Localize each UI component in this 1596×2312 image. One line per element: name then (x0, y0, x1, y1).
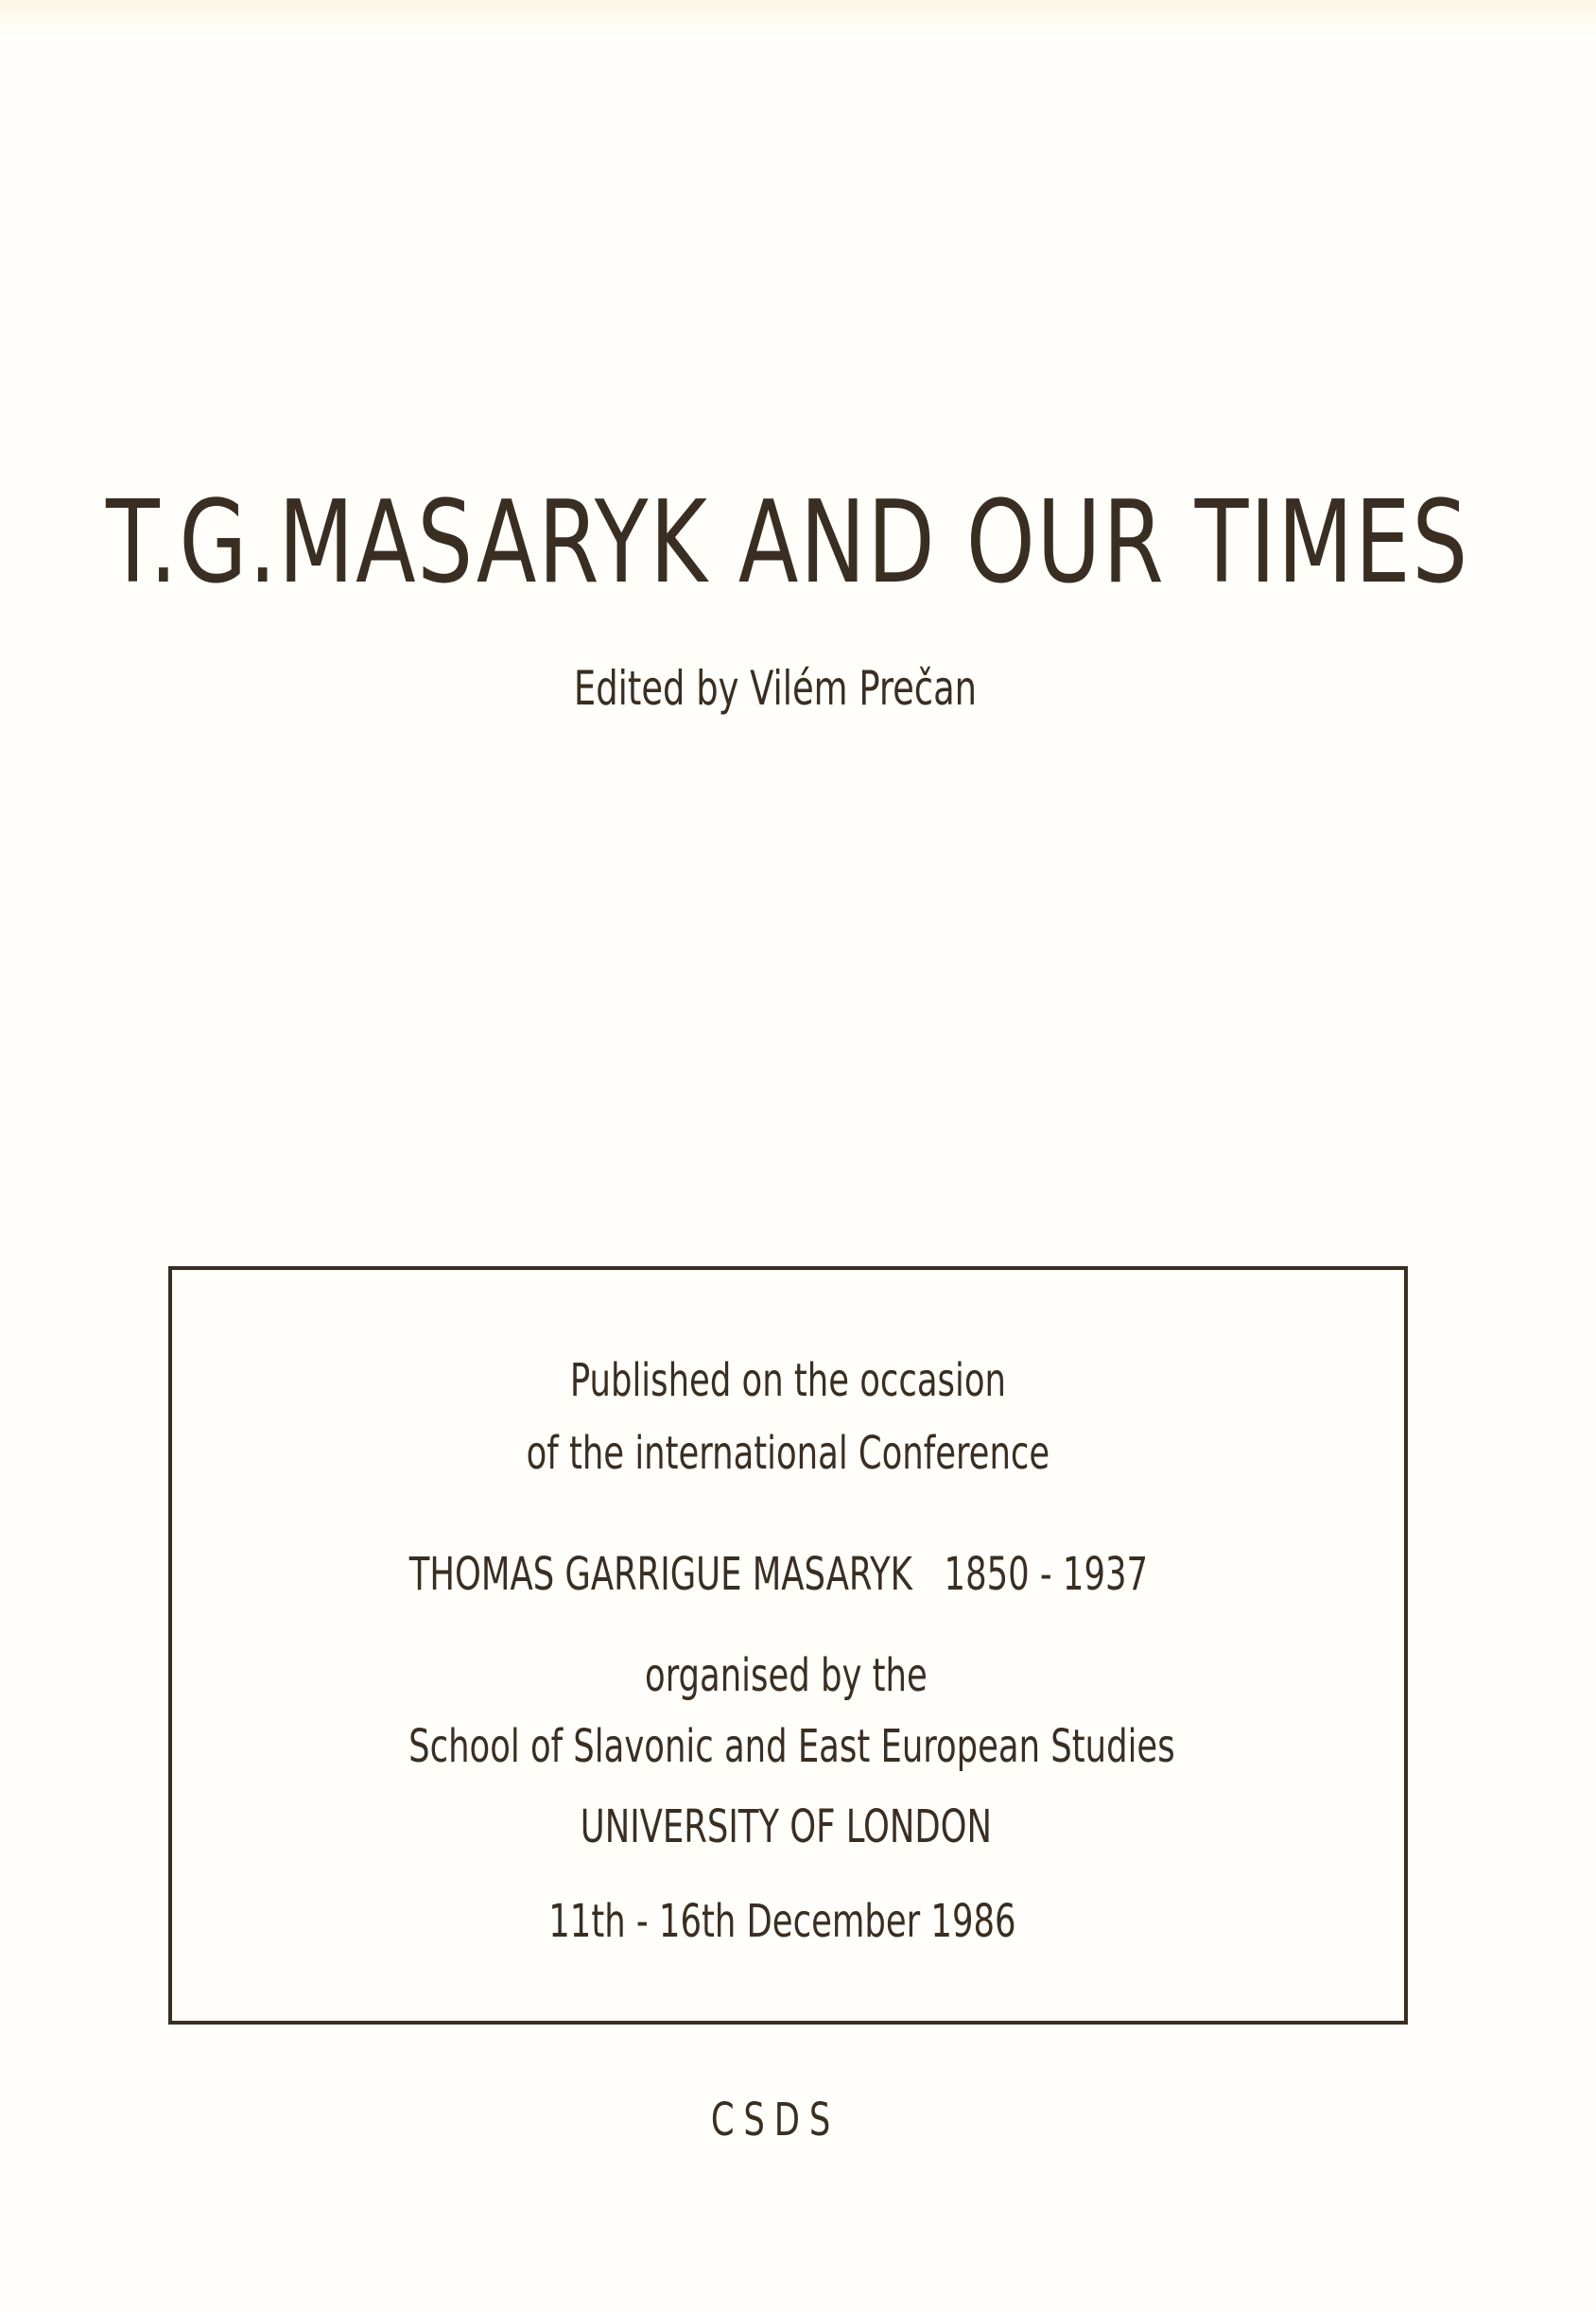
notice-line-conference: of the international Conference (526, 1427, 1050, 1480)
conference-name: THOMAS GARRIGUE MASARYK 1850 - 1937 (408, 1548, 1149, 1601)
notice-line-organised: organised by the (645, 1649, 928, 1702)
university-name: UNIVERSITY OF LONDON (580, 1800, 993, 1853)
conference-dates: 11th - 16th December 1986 (548, 1895, 1016, 1948)
editor-credit: Edited by Vilém Prečan (573, 661, 978, 716)
page-edge-tint (0, 0, 1596, 38)
notice-line-published: Published on the occasion (569, 1354, 1006, 1407)
publisher-imprint: CSDS (710, 2094, 841, 2147)
organising-school: School of Slavonic and East European Studies (408, 1720, 1175, 1773)
book-title: T.G.MASARYK AND OUR TIMES (106, 478, 1470, 609)
conference-notice-box (168, 1266, 1408, 2025)
